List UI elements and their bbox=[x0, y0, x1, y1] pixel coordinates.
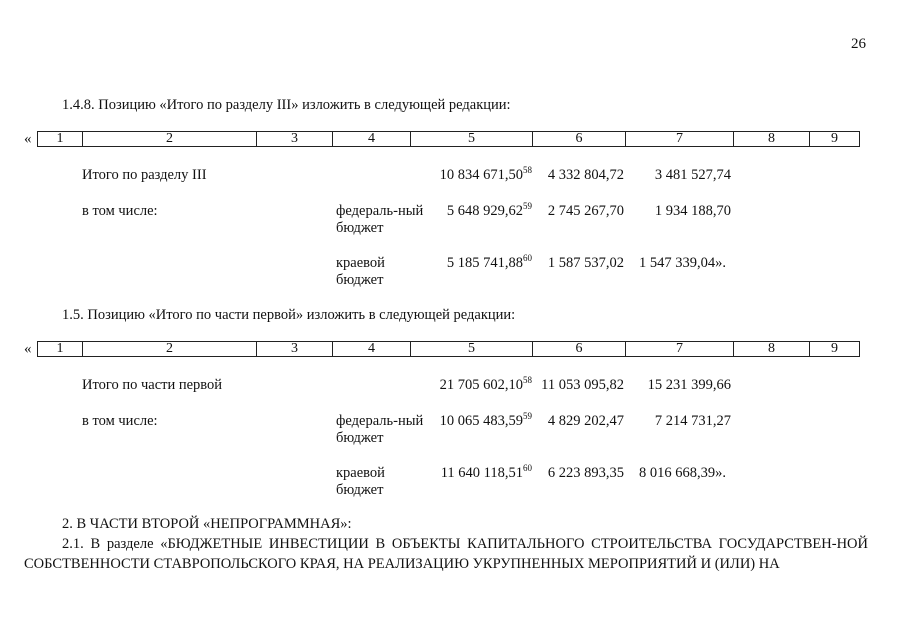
section-2-heading: 1.5. Позицию «Итого по части первой» изложить в следующей редакции: bbox=[62, 307, 516, 323]
row-label: в том числе: bbox=[82, 413, 158, 429]
row-label: Итого по разделу III bbox=[82, 167, 207, 183]
value-col5: 11 640 118,51$^{60}$ bbox=[440, 463, 532, 481]
column-number-cell: 9 bbox=[810, 342, 860, 357]
column-number-cell: 1 bbox=[38, 132, 83, 147]
value-col6: 4 829 202,47 bbox=[547, 413, 624, 429]
value-col6: 1 587 537,02 bbox=[547, 255, 624, 271]
value-col7: 1 547 339,04». bbox=[639, 255, 726, 271]
column-number-cell: 6 bbox=[533, 342, 626, 357]
column-number-cell: 3 bbox=[257, 342, 333, 357]
value-col5: 5 185 741,88$^{60}$ bbox=[446, 253, 532, 271]
value-col7: 1 934 188,70 bbox=[654, 203, 731, 219]
section-2-column-numbers bbox=[37, 341, 860, 357]
part-two-heading: 2. В ЧАСТИ ВТОРОЙ «НЕПРОГРАММНАЯ»: bbox=[62, 516, 352, 532]
budget-type: федераль-ный бюджет bbox=[336, 413, 424, 446]
column-number-cell: 3 bbox=[257, 132, 333, 147]
section-1-open-quote: « bbox=[24, 131, 32, 147]
budget-type: краевой бюджет bbox=[336, 255, 385, 288]
value-col6: 2 745 267,70 bbox=[547, 203, 624, 219]
value-col7: 7 214 731,27 bbox=[654, 413, 731, 429]
value-col6: 4 332 804,72 bbox=[547, 167, 624, 183]
column-number-cell: 7 bbox=[626, 132, 734, 147]
column-number-cell: 4 bbox=[333, 342, 411, 357]
value-col6: 6 223 893,35 bbox=[547, 465, 624, 481]
page-number: 26 bbox=[851, 36, 866, 52]
column-number-cell: 5 bbox=[411, 132, 533, 147]
column-number-cell: 8 bbox=[734, 342, 810, 357]
value-col5: 10 834 671,50$^{58}$ bbox=[439, 165, 532, 183]
value-col5: 5 648 929,62$^{59}$ bbox=[446, 201, 532, 219]
section-1-column-numbers bbox=[37, 131, 860, 147]
column-number-cell: 1 bbox=[38, 342, 83, 357]
value-col7: 8 016 668,39». bbox=[639, 465, 726, 481]
value-col5: 21 705 602,10$^{58}$ bbox=[439, 375, 532, 393]
value-col6: 11 053 095,82 bbox=[541, 377, 624, 393]
part-two-paragraph: 2.1. В разделе «БЮДЖЕТНЫЕ ИНВЕСТИЦИИ В ОБЪЕКТЫ КАПИТАЛЬНОГО СТРОИТЕЛЬСТВА ГОСУДАРСТВЕН-НОЙ СОБСТВЕННОСТИ СТАВРОПОЛЬСКОГО КРАЯ, НА РЕАЛИЗАЦИЮ УКРУПНЕННЫХ МЕРОПРИЯТИЙ И (ИЛИ) НА bbox=[24, 536, 868, 572]
column-number-cell: 6 bbox=[533, 132, 626, 147]
section-2-open-quote: « bbox=[24, 341, 32, 357]
column-number-cell: 9 bbox=[810, 132, 860, 147]
row-label: в том числе: bbox=[82, 203, 158, 219]
column-number-cell: 4 bbox=[333, 132, 411, 147]
column-number-cell: 8 bbox=[734, 132, 810, 147]
column-number-cell: 2 bbox=[83, 342, 257, 357]
value-col7: 15 231 399,66 bbox=[647, 377, 731, 393]
value-col7: 3 481 527,74 bbox=[654, 167, 731, 183]
budget-type: федераль-ный бюджет bbox=[336, 203, 424, 236]
budget-type: краевой бюджет bbox=[336, 465, 385, 498]
value-col5: 10 065 483,59$^{59}$ bbox=[439, 411, 532, 429]
row-label: Итого по части первой bbox=[82, 377, 223, 393]
column-number-cell: 2 bbox=[83, 132, 257, 147]
column-number-cell: 5 bbox=[411, 342, 533, 357]
column-number-cell: 7 bbox=[626, 342, 734, 357]
section-1-heading: 1.4.8. Позицию «Итого по разделу III» изложить в следующей редакции: bbox=[62, 97, 511, 113]
